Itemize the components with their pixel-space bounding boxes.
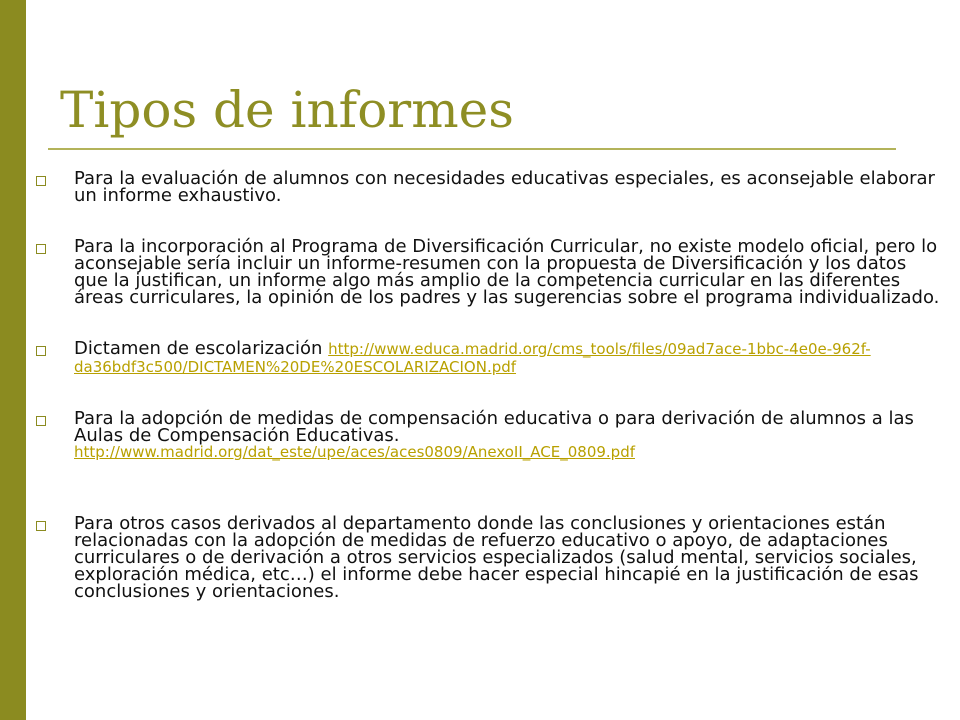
compensacion-link[interactable]: http://www.madrid.org/dat_este/upe/aces/aces0809/AnexoII_ACE_0809.pdf [74, 443, 635, 461]
slide-title: Tipos de informes [60, 81, 514, 139]
bullet-item-2 [36, 238, 940, 306]
bullet-text-1: Para la evaluación de alumnos con necesidades educativas especiales, es aconsejable elaborar un informe exhaustivo. [74, 168, 935, 206]
bullet-item-5 [36, 515, 940, 600]
bullet-list [36, 170, 940, 600]
bullet-text-4-label: Para la adopción de medidas de compensación educativa o para derivación de alumnos a las Aulas de Compensación Educativas. [74, 408, 914, 446]
square-bullet-icon [36, 521, 50, 531]
square-bullet-icon [36, 346, 50, 356]
bullet-text-3 [74, 340, 940, 376]
bullet-text-4 [74, 410, 940, 461]
dictamen-link[interactable]: http://www.educa.madrid.org/cms_tools/files/09ad7ace-1bbc-4e0e-962f-da36bdf3c500/DICTAMEN%20DE%20ESCOLARIZACION.pdf [74, 340, 871, 376]
square-bullet-icon [36, 416, 50, 426]
bullet-item-1 [36, 170, 940, 204]
square-bullet-icon [36, 244, 50, 254]
bullet-text-5: Para otros casos derivados al departamento donde las conclusiones y orientaciones están relacionadas con la adopción de medidas de refuerzo educativo o apoyo, de adaptaciones curriculares o de derivación a otros servicios especializados (salud mental, servicios sociales, exploración médica, etc…) el informe debe hacer especial hincapié en la justificación de esas conclusiones y orientaciones. [74, 513, 919, 602]
bullet-item-4 [36, 410, 940, 461]
title-divider [48, 148, 896, 150]
square-bullet-icon [36, 176, 50, 186]
bullet-text-3-label: Dictamen de escolarización [74, 338, 323, 359]
bullet-text-2: Para la incorporación al Programa de Diversificación Curricular, no existe modelo oficial, pero lo aconsejable sería incluir un informe-resumen con la propuesta de Diversificación y los datos que la justifican, un informe algo más amplio de la competencia curricular en las diferentes áreas curriculares, la opinión de los padres y las sugerencias sobre el programa individualizado. [74, 236, 940, 308]
bullet-item-3 [36, 340, 940, 376]
left-accent-bar [0, 0, 26, 720]
